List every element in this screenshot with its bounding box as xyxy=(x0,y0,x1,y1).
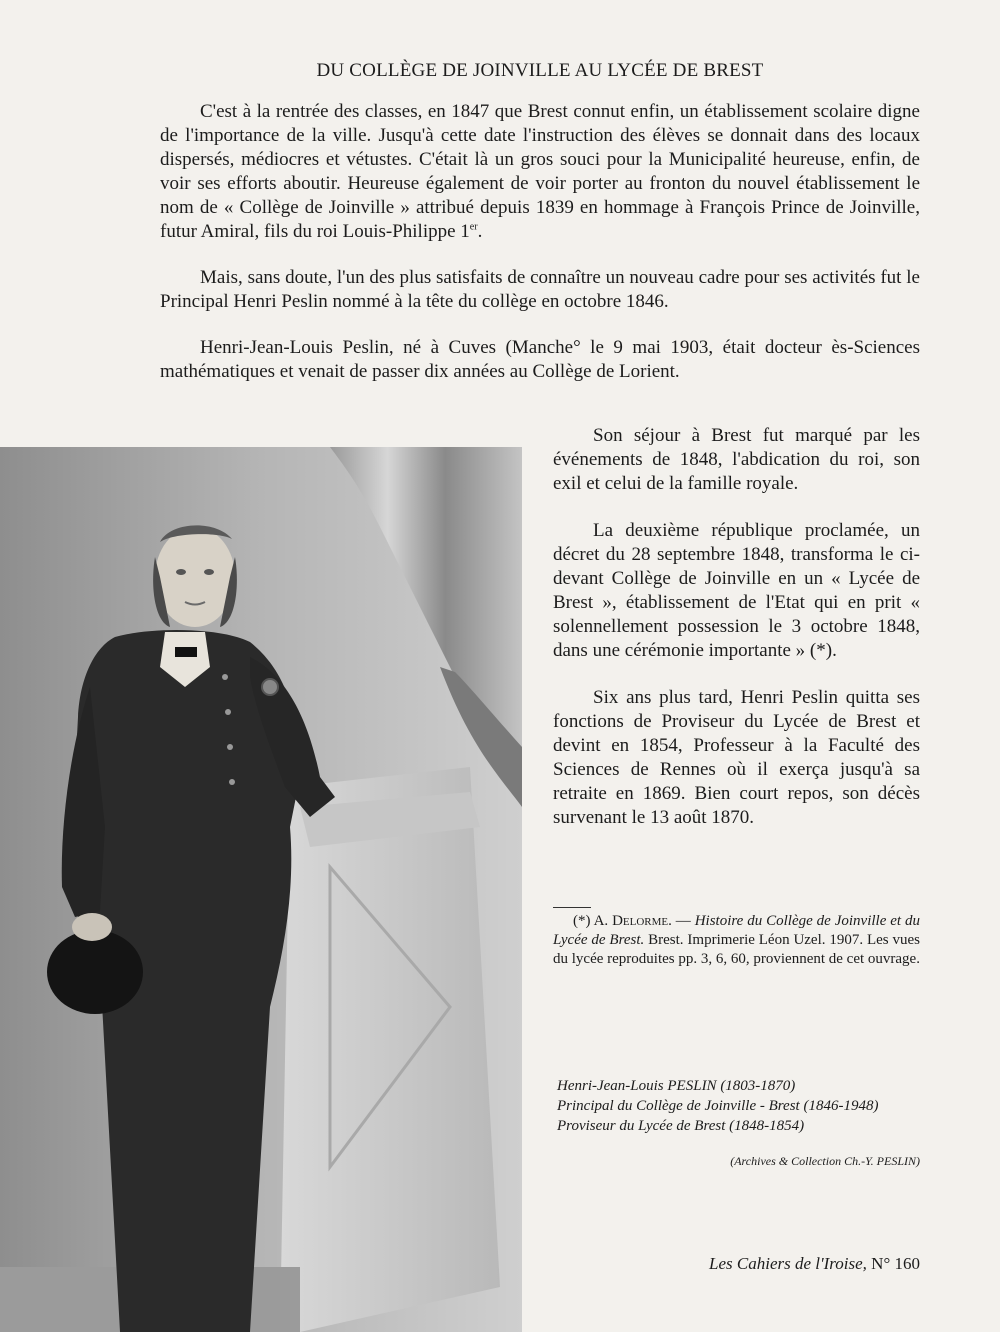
issue-number: N° 160 xyxy=(866,1254,920,1273)
journal-footer xyxy=(560,1254,920,1274)
footnote: (*) A. Delorme. — Histoire du Collège de Joinville et du Lycée de Brest. Brest. Imprimerie Léon Uzel. 1907. Les vues du lycée reproduites pp. 3, 6, 60, proviennent de cet ouvrage. xyxy=(553,913,921,967)
right-paragraph-1: Son séjour à Brest fut marqué par les événements de 1848, l'abdication du roi, son exil et celui de la famille royale. xyxy=(553,425,920,494)
intro-paragraph-3: Henri-Jean-Louis Peslin, né à Cuves (Manche° le 9 mai 1903, était docteur ès-Sciences mathématiques et venait de passer dix années au Collège de Lorient. xyxy=(160,337,920,382)
footnote-divider xyxy=(553,907,591,908)
right-paragraph-2: La deuxième république proclamée, un décret du 28 septembre 1848, transforma le ci-devant Collège de Joinville en un « Lycée de Brest », établissement de l'Etat qui en prit « solennellement possession le 3 octobre 1848, dans une cérémonie importante » (*). xyxy=(553,520,920,661)
right-paragraph-3: Six ans plus tard, Henri Peslin quitta ses fonctions de Proviseur du Lycée de Brest et devint en 1854, Professeur à la Faculté des Sciences de Rennes où il exerça jusqu'à sa retraite en 1869. Bien court repos, son décès survenant le 13 août 1870. xyxy=(553,687,920,828)
footnote-book-title: Histoire du Collège de Joinville et du Lycée de Brest. xyxy=(553,913,920,948)
right-column xyxy=(553,424,920,853)
superscript: er xyxy=(469,221,478,233)
page-title: DU COLLÈGE DE JOINVILLE AU LYCÉE DE BREST xyxy=(316,60,764,81)
photo-caption xyxy=(557,1076,927,1136)
photo-credit: (Archives & Collection Ch.-Y. PESLIN) xyxy=(730,1154,920,1168)
journal-name: Les Cahiers de l'Iroise, xyxy=(709,1254,867,1273)
intro-paragraph-2: Mais, sans doute, l'un des plus satisfaits de connaître un nouveau cadre pour ses activités fut le Principal Henri Peslin nommé à la tête du collège en octobre 1846. xyxy=(160,267,920,312)
footnote-author: Delorme. xyxy=(612,913,672,929)
caption-line: Principal du Collège de Joinville - Brest (1846-1948) xyxy=(557,1098,879,1114)
caption-line: Henri-Jean-Louis PESLIN (1803-1870) xyxy=(557,1078,796,1094)
portrait-photo xyxy=(0,447,522,1332)
caption-line: Proviseur du Lycée de Brest (1848-1854) xyxy=(557,1118,805,1134)
intro-paragraph-1: C'est à la rentrée des classes, en 1847 que Brest connut enfin, un établissement scolaire digne de l'importance de la ville. Jusqu'à cette date l'instruction des élèves se donnait dans des locaux dispersés, médiocres et vétustes. C'était là un gros souci pour la Municipalité heureuse, enfin, de voir ses efforts aboutir. Heureuse également de voir porter au fronton du nouvel établissement le nom de « Collège de Joinville » attribué depuis 1839 en hommage à François Prince de Joinville, futur Amiral, fils du roi Louis-Philippe 1er. xyxy=(160,101,920,242)
intro-section xyxy=(160,100,920,406)
